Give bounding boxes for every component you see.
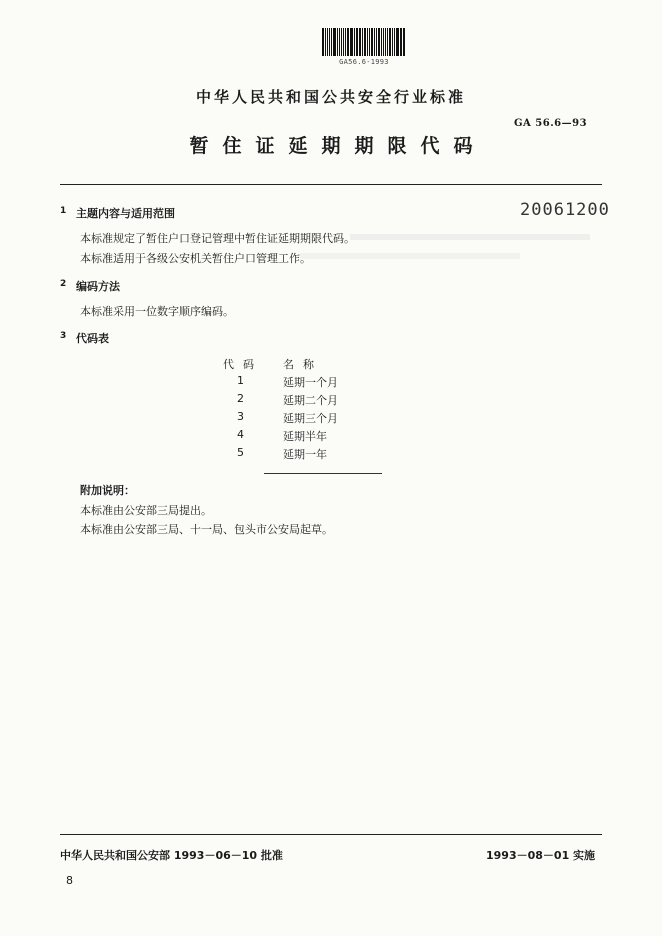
barcode-bar (359, 28, 361, 56)
barcode-bar (345, 28, 346, 56)
document-title: 暂住证延期期限代码 (189, 135, 487, 157)
barcode-bar (339, 28, 340, 56)
barcode-bar (376, 28, 377, 56)
barcode-bar (362, 28, 363, 56)
barcode-bar (356, 28, 357, 56)
bleed-through-mark (350, 234, 590, 248)
barcode-bar (394, 28, 395, 56)
barcode-bar (350, 28, 353, 56)
appendix-heading: 附加说明： (80, 484, 135, 497)
barcode-bar (354, 28, 355, 56)
barcode-bar (371, 28, 374, 56)
barcode-bar (327, 28, 328, 56)
barcode-bar (343, 28, 344, 56)
paragraph: 本标准采用一位数字顺序编码。 (80, 305, 234, 318)
bleed-through-mark (300, 253, 520, 267)
barcode-text: GA56.6-1993 (339, 58, 389, 66)
barcode-bar (396, 28, 399, 56)
barcode (322, 28, 406, 70)
section-heading: 主题内容与适用范围 (76, 207, 175, 220)
table-cell-name: 延期一个月 (283, 376, 338, 389)
barcode-bar (385, 28, 386, 56)
section-number: 3 (60, 331, 67, 341)
barcode-bar (331, 28, 332, 56)
section-number: 2 (60, 279, 67, 289)
section-heading: 编码方法 (76, 280, 120, 293)
barcode-bar (401, 28, 402, 56)
paragraph: 本标准规定了暂住户口登记管理中暂住证延期期限代码。 (80, 232, 355, 245)
page-number: 8 (66, 874, 73, 887)
header-rule (60, 184, 602, 185)
barcode-bar (325, 28, 326, 56)
barcode-bar (329, 28, 331, 56)
barcode-bar (369, 28, 370, 56)
issuer-title: 中华人民共和国公共安全行业标准 (195, 88, 466, 106)
section-number: 1 (60, 206, 67, 216)
barcode-bar (364, 28, 366, 56)
barcode-bar (341, 28, 343, 56)
table-cell-code: 1 (237, 374, 244, 387)
barcode-bar (392, 28, 393, 56)
implementation-date: 1993－08－01 实施 (486, 849, 596, 862)
barcode-bar (367, 28, 368, 56)
barcode-bar (400, 28, 401, 56)
paragraph: 本标准适用于各级公安机关暂住户口管理工作。 (80, 252, 311, 265)
table-cell-code: 5 (237, 446, 244, 459)
table-cell-name: 延期二个月 (283, 394, 338, 407)
footer-rule (60, 834, 602, 835)
approval-line: 中华人民共和国公安部 1993－06－10 批准 (60, 849, 283, 862)
table-header-name: 名称 (283, 358, 323, 371)
table-cell-code: 4 (237, 428, 244, 441)
barcode-bar (337, 28, 338, 56)
barcode-bar (403, 28, 405, 56)
barcode-bar (387, 28, 389, 56)
barcode-bar (378, 28, 380, 56)
table-cell-name: 延期三个月 (283, 412, 338, 425)
barcode-bar (381, 28, 382, 56)
table-header-code: 代码 (223, 358, 263, 371)
barcode-bar (333, 28, 336, 56)
barcode-bar (322, 28, 324, 56)
appendix-line: 本标准由公安部三局提出。 (80, 504, 212, 517)
table-cell-name: 延期一年 (283, 448, 327, 461)
barcode-bar (389, 28, 391, 56)
barcode-bar (347, 28, 349, 56)
table-cell-code: 2 (237, 392, 244, 405)
section-heading: 代码表 (76, 332, 109, 345)
table-cell-code: 3 (237, 410, 244, 423)
barcode-bar (383, 28, 384, 56)
standard-code: GA 56.6—93 (514, 118, 588, 129)
barcode-bars (322, 28, 406, 56)
table-cell-name: 延期半年 (283, 430, 327, 443)
barcode-bar (374, 28, 375, 56)
table-bottom-rule (264, 473, 382, 474)
barcode-bar (357, 28, 358, 56)
stamp-number: 20061200 (520, 200, 610, 220)
appendix-line: 本标准由公安部三局、十一局、包头市公安局起草。 (80, 523, 333, 536)
